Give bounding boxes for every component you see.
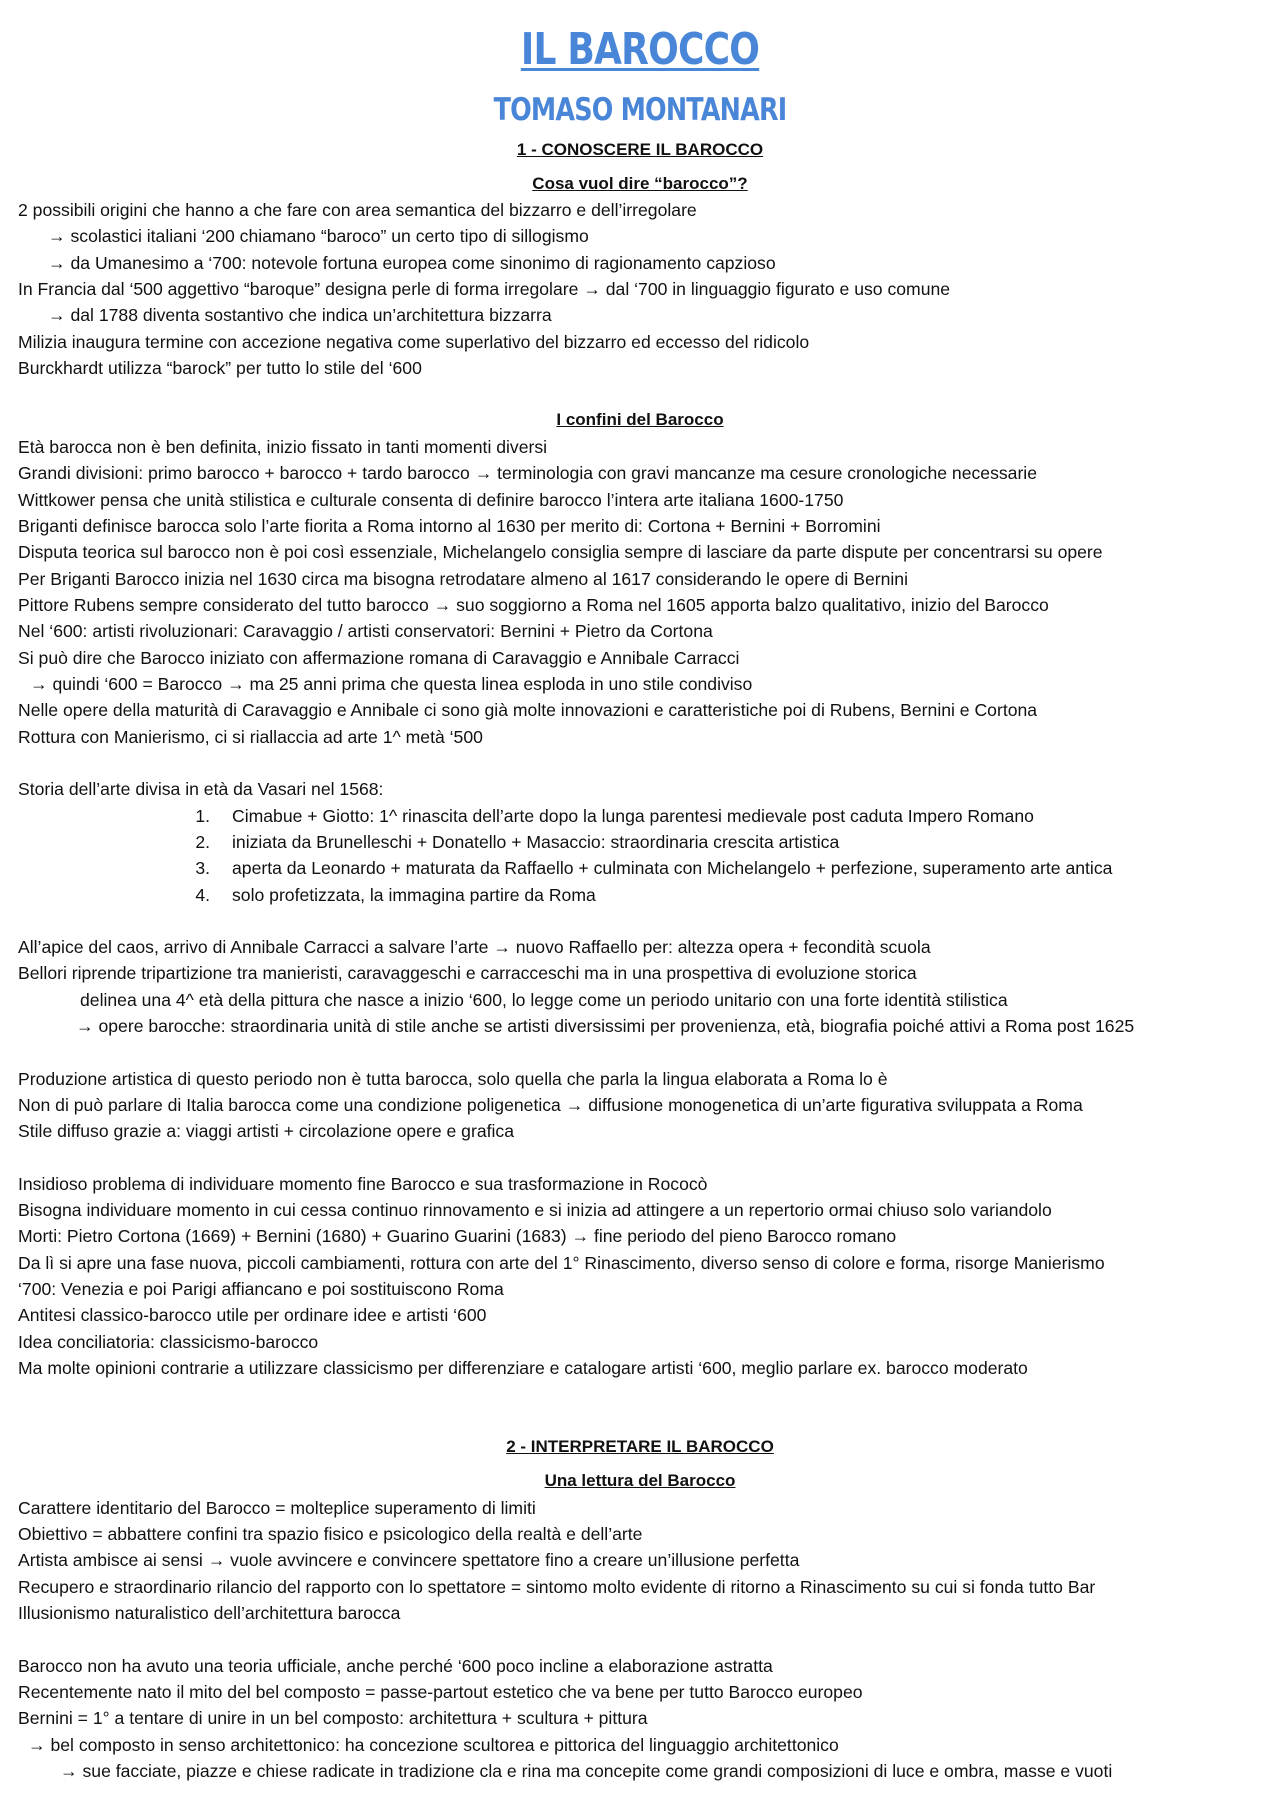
text-line: In Francia dal ‘500 aggettivo “baroque” designa perle di forma irregolare → dal ‘700 in linguaggio figurato e uso comune — [18, 279, 951, 299]
text-line: Per Briganti Barocco inizia nel 1630 circa ma bisogna retrodatare almeno al 1617 considerando le opere di Bernini — [18, 569, 908, 589]
text-line: Rottura con Manierismo, ci si riallaccia ad arte 1^ metà ‘500 — [18, 727, 483, 747]
text-line: Bellori riprende tripartizione tra manieristi, caravaggeschi e carracceschi ma in una prospettiva di evoluzione storica — [18, 963, 917, 983]
list-item: Cimabue + Giotto: 1^ rinascita dell’arte dopo la lunga parentesi medievale post caduta Impero Romano — [232, 806, 1034, 826]
text-line: Milizia inaugura termine con accezione negativa come superlativo del bizzarro ed eccesso del ridicolo — [18, 332, 810, 352]
text-line: Pittore Rubens sempre considerato del tutto barocco → suo soggiorno a Roma nel 1605 apporta balzo qualitativo, inizio del Barocco — [18, 595, 1049, 615]
text-line: → opere barocche: straordinaria unità di stile anche se artisti diversissimi per provenienza, età, biografia poiché attivi a Roma post 1625 — [76, 1016, 1135, 1036]
text-line: Carattere identitario del Barocco = molteplice superamento di limiti — [18, 1498, 536, 1518]
text-line: Wittkower pensa che unità stilistica e culturale consenta di definire barocco l’intera arte italiana 1600-1750 — [18, 490, 844, 510]
text-line: → bel composto in senso architettonico: ha concezione scultorea e pittorica del linguaggio architettonico — [28, 1735, 839, 1755]
list-item: solo profetizzata, la immagina partire da Roma — [232, 885, 596, 905]
list-number: 3. — [195, 858, 210, 878]
text-line: ‘700: Venezia e poi Parigi affiancano e poi sostituiscono Roma — [18, 1279, 504, 1299]
text-line: Non di può parlare di Italia barocca come una condizione poligenetica → diffusione monogenetica di un’arte figurativa sviluppata a Roma — [18, 1095, 1083, 1115]
text-line: Antitesi classico-barocco utile per ordinare idee e artisti ‘600 — [18, 1305, 487, 1325]
text-line: Nel ‘600: artisti rivoluzionari: Caravaggio / artisti conservatori: Bernini + Pietro da Cortona — [18, 621, 713, 641]
list-number: 4. — [195, 885, 210, 905]
text-line: Età barocca non è ben definita, inizio fissato in tanti momenti diversi — [18, 437, 548, 457]
list-item: aperta da Leonardo + maturata da Raffaello + culminata con Michelangelo + perfezione, superamento arte antica — [232, 858, 1113, 878]
subsection-heading: I confini del Barocco — [556, 410, 724, 429]
text-line: Stile diffuso grazie a: viaggi artisti + circolazione opere e grafica — [18, 1121, 514, 1141]
text-line: → quindi ‘600 = Barocco → ma 25 anni prima che questa linea esploda in uno stile condiviso — [30, 674, 753, 694]
text-line: Bisogna individuare momento in cui cessa continuo rinnovamento e si inizia ad attingere a un repertorio ormai chiuso solo variandolo — [18, 1200, 1052, 1220]
text-line: → scolastici italiani ‘200 chiamano “baroco” un certo tipo di sillogismo — [48, 226, 589, 246]
text-line: Storia dell’arte divisa in età da Vasari nel 1568: — [18, 779, 384, 799]
document-author: TOMASO MONTANARI — [493, 92, 787, 128]
subsection-heading: Cosa vuol dire “barocco”? — [532, 174, 748, 193]
list-item: iniziata da Brunelleschi + Donatello + Masaccio: straordinaria crescita artistica — [232, 832, 840, 852]
text-line: Illusionismo naturalistico dell’architettura barocca — [18, 1603, 401, 1623]
text-line: Recupero e straordinario rilancio del rapporto con lo spettatore = sintomo molto evidente di ritorno a Rinascimento su cui si fonda tutto Bar — [18, 1577, 1096, 1597]
text-line: Obiettivo = abbattere confini tra spazio fisico e psicologico della realtà e dell’arte — [18, 1524, 643, 1544]
text-line: Nelle opere della maturità di Caravaggio e Annibale ci sono già molte innovazioni e caratteristiche poi di Rubens, Bernini e Cortona — [18, 700, 1038, 720]
text-line: Bernini = 1° a tentare di unire in un bel composto: architettura + scultura + pittura — [18, 1708, 648, 1728]
text-line: Si può dire che Barocco iniziato con affermazione romana di Caravaggio e Annibale Carracci — [18, 648, 740, 668]
section-heading: 1 - CONOSCERE IL BAROCCO — [516, 140, 764, 159]
text-line: Artista ambisce ai sensi → vuole avvincere e convincere spettatore fino a creare un’illusione perfetta — [18, 1550, 800, 1570]
list-number: 1. — [195, 806, 210, 826]
text-line: Insidioso problema di individuare momento fine Barocco e sua trasformazione in Rococò — [18, 1174, 708, 1194]
text-line: Morti: Pietro Cortona (1669) + Bernini (1680) + Guarino Guarini (1683) → fine periodo del pieno Barocco romano — [18, 1226, 897, 1246]
text-line: Da lì si apre una fase nuova, piccoli cambiamenti, rottura con arte del 1° Rinascimento, diverso senso di colore e forma, risorge Manierismo — [18, 1253, 1105, 1273]
text-line: Briganti definisce barocca solo l’arte fiorita a Roma intorno al 1630 per merito di: Cortona + Bernini + Borromini — [18, 516, 881, 536]
list-number: 2. — [195, 832, 210, 852]
text-line: Recentemente nato il mito del bel composto = passe-partout estetico che va bene per tutto Barocco europeo — [18, 1682, 863, 1702]
text-line: delinea una 4^ età della pittura che nasce a inizio ‘600, lo legge come un periodo unitario con una forte identità stilistica — [80, 990, 1008, 1010]
subsection-heading: Una lettura del Barocco — [544, 1471, 736, 1490]
text-line: Idea conciliatoria: classicismo-barocco — [18, 1332, 319, 1352]
text-line: Grandi divisioni: primo barocco + barocco + tardo barocco → terminologia con gravi mancanze ma cesure cronologiche necessarie — [18, 463, 1037, 483]
section-heading: 2 - INTERPRETARE IL BAROCCO — [506, 1437, 774, 1456]
text-line: Disputa teorica sul barocco non è poi così essenziale, Michelangelo consiglia sempre di lasciare da parte dispute per concentrarsi su opere — [18, 542, 1103, 562]
text-line: Ma molte opinioni contrarie a utilizzare classicismo per differenziare e catalogare artisti ‘600, meglio parlare ex. barocco moderato — [18, 1358, 1028, 1378]
document-title: IL BAROCCO — [520, 24, 760, 75]
text-line: All’apice del caos, arrivo di Annibale Carracci a salvare l’arte → nuovo Raffaello per: altezza opera + fecondità scuola — [18, 937, 931, 957]
text-line: Produzione artistica di questo periodo non è tutta barocca, solo quella che parla la lingua elaborata a Roma lo è — [18, 1069, 888, 1089]
text-line: Burckhardt utilizza “barock” per tutto lo stile del ‘600 — [18, 358, 422, 378]
text-line: → sue facciate, piazze e chiese radicate in tradizione cla e rina ma concepite come grandi composizioni di luce e ombra, masse e vuoti — [60, 1761, 1113, 1781]
text-line: → dal 1788 diventa sostantivo che indica un’architettura bizzarra — [48, 305, 552, 325]
text-line: 2 possibili origini che hanno a che fare con area semantica del bizzarro e dell’irregolare — [18, 200, 697, 220]
text-line: Barocco non ha avuto una teoria ufficiale, anche perché ‘600 poco incline a elaborazione astratta — [18, 1656, 773, 1676]
text-line: → da Umanesimo a ‘700: notevole fortuna europea come sinonimo di ragionamento capzioso — [48, 253, 776, 273]
